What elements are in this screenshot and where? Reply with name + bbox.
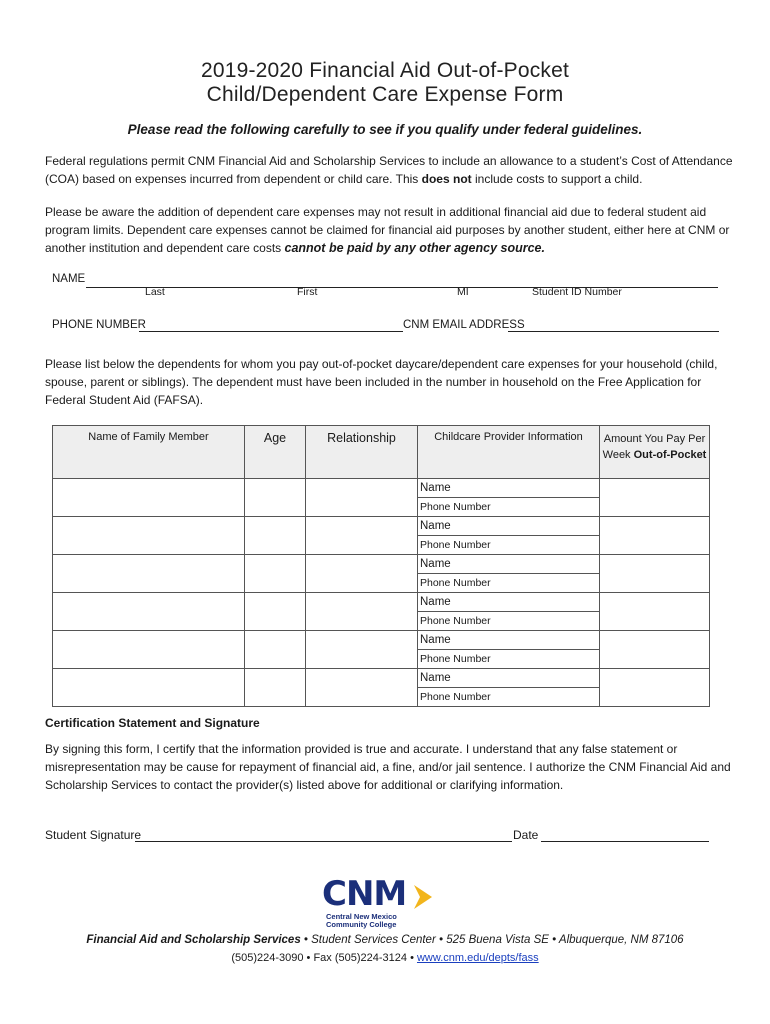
relationship-cell[interactable]: [306, 669, 418, 707]
certification-text: By signing this form, I certify that the information provided is true and accurate. I understand that any false statement or misrepresentation may be cause for repayment of financial aid, a fine, and/or jail sentence. I authorize the CNM Financial Aid and Scholarship Services to contact the provider(s) listed above for additional or clarifying information.: [45, 742, 731, 792]
header-age: Age: [245, 426, 306, 479]
provider-name-field[interactable]: Name: [418, 517, 599, 536]
mi-label: MI: [457, 286, 469, 298]
provider-cell: [418, 517, 600, 555]
header-family-member: Name of Family Member: [53, 426, 245, 479]
provider-cell: [418, 669, 600, 707]
date-label: Date: [513, 828, 539, 842]
table-row: [53, 593, 710, 631]
age-cell[interactable]: [245, 479, 306, 517]
table-row: [53, 479, 710, 517]
cnm-logo: [322, 874, 452, 930]
relationship-cell[interactable]: [306, 479, 418, 517]
age-cell[interactable]: [245, 555, 306, 593]
form-title-line2: Child/Dependent Care Expense Form: [206, 83, 564, 106]
amount-cell[interactable]: [600, 631, 710, 669]
provider-cell: [418, 479, 600, 517]
provider-cell: [418, 555, 600, 593]
form-title-line1: 2019-2020 Financial Aid Out-of-Pocket: [200, 59, 570, 82]
table-header-row: [53, 426, 710, 479]
age-cell[interactable]: [245, 669, 306, 707]
logo-wordmark: CNM: [322, 874, 407, 914]
provider-phone-field[interactable]: Phone Number: [420, 539, 491, 551]
family-member-cell[interactable]: [53, 555, 245, 593]
signature-label: Student Signature: [45, 828, 142, 842]
amount-cell[interactable]: [600, 479, 710, 517]
phone-label: PHONE NUMBER: [52, 319, 146, 331]
provider-phone-field[interactable]: Phone Number: [420, 615, 491, 627]
phone-field[interactable]: [139, 318, 403, 332]
date-field[interactable]: [541, 827, 709, 842]
table-row: [53, 555, 710, 593]
amount-cell[interactable]: [600, 669, 710, 707]
family-member-cell[interactable]: [53, 631, 245, 669]
age-cell[interactable]: [245, 517, 306, 555]
dependents-table: [52, 425, 710, 707]
signature-field[interactable]: [135, 827, 512, 842]
header-relationship: Relationship: [306, 426, 418, 479]
last-name-label: Last: [145, 286, 165, 298]
provider-phone-field[interactable]: Phone Number: [420, 653, 491, 665]
footer-address: Financial Aid and Scholarship Services • Student Services Center • 525 Buena Vista SE • Albuquerque, NM 87106: [86, 934, 684, 946]
family-member-cell[interactable]: [53, 593, 245, 631]
age-cell[interactable]: [245, 631, 306, 669]
table-row: [53, 631, 710, 669]
provider-name-field[interactable]: Name: [418, 669, 599, 688]
age-cell[interactable]: [245, 593, 306, 631]
family-member-cell[interactable]: [53, 517, 245, 555]
dependents-instructions: Please list below the dependents for whom you pay out-of-pocket daycare/dependent care expenses for your household (child, spouse, parent or siblings). The dependent must have been included in the number in household on the Free Application for Federal Student Aid (FAFSA).: [45, 357, 718, 407]
provider-phone-field[interactable]: Phone Number: [420, 501, 491, 513]
provider-name-field[interactable]: Name: [418, 555, 599, 574]
provider-name-field[interactable]: Name: [418, 479, 599, 498]
provider-phone-field[interactable]: Phone Number: [420, 691, 491, 703]
email-field[interactable]: [508, 318, 719, 332]
amount-cell[interactable]: [600, 517, 710, 555]
logo-line1: Central New Mexico: [326, 912, 397, 921]
amount-cell[interactable]: [600, 593, 710, 631]
provider-cell: [418, 593, 600, 631]
chevron-right-icon: [412, 884, 434, 910]
certification-heading: Certification Statement and Signature: [45, 716, 260, 730]
footer-contact: (505)224-3090 • Fax (505)224-3124 • www.cnm.edu/depts/fass: [231, 952, 539, 964]
family-member-cell[interactable]: [53, 479, 245, 517]
amount-cell[interactable]: [600, 555, 710, 593]
name-label: NAME: [52, 273, 86, 285]
website-link[interactable]: www.cnm.edu/depts/fass: [416, 952, 539, 964]
relationship-cell[interactable]: [306, 517, 418, 555]
name-field[interactable]: [86, 272, 718, 288]
form-subtitle: Please read the following carefully to see if you qualify under federal guidelines.: [127, 122, 643, 137]
intro-paragraph-2: Please be aware the addition of dependent care expenses may not result in additional financial aid due to federal student aid program limits. Dependent care expenses cannot be claimed for financial aid purposes by another student, either here at CNM or another institution and dependent care costs cannot be paid by any other agency source.: [45, 205, 730, 255]
family-member-cell[interactable]: [53, 669, 245, 707]
table-row: [53, 517, 710, 555]
provider-name-field[interactable]: Name: [418, 593, 599, 612]
provider-phone-field[interactable]: Phone Number: [420, 577, 491, 589]
table-row: [53, 669, 710, 707]
relationship-cell[interactable]: [306, 631, 418, 669]
first-name-label: First: [297, 286, 318, 298]
relationship-cell[interactable]: [306, 593, 418, 631]
logo-line2: Community College: [326, 920, 397, 929]
relationship-cell[interactable]: [306, 555, 418, 593]
email-label: CNM EMAIL ADDRESS: [403, 319, 525, 331]
provider-cell: [418, 631, 600, 669]
header-amount: Amount You Pay Per Week Out-of-Pocket: [600, 426, 710, 479]
intro-paragraph-1: Federal regulations permit CNM Financial Aid and Scholarship Services to include an allowance to a student’s Cost of Attendance (COA) based on expenses incurred from dependent or child care. This does not include costs to support a child.: [45, 154, 733, 186]
student-id-label: Student ID Number: [532, 286, 622, 298]
header-provider: Childcare Provider Information: [418, 426, 600, 479]
provider-name-field[interactable]: Name: [418, 631, 599, 650]
